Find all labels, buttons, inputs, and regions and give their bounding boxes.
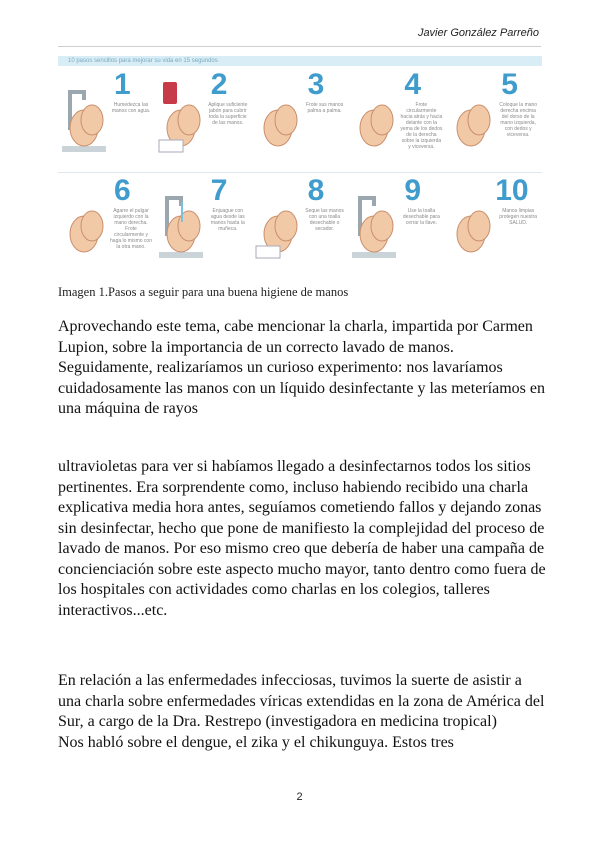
hand-illustration-icon — [350, 182, 402, 270]
step-caption: Agarre el pulgar izquierdo con la mano derecha. Frote circularmente y haga lo mismo con la otra mano. — [110, 208, 152, 250]
step-caption: Frote sus manos palma a palma. — [305, 102, 344, 114]
hand-illustration-icon — [157, 76, 209, 164]
hand-illustration-icon — [447, 182, 499, 270]
infographic-step — [155, 174, 251, 278]
hand-illustration-icon — [254, 76, 306, 164]
step-caption: Use la toalla desechable para cerrar la llave. — [402, 208, 440, 226]
step-caption: Frote circularmente hacia atrás y hacia delante con la yema de los dedos de la derecha sobre la izquierda y viceversa. — [400, 102, 443, 150]
step-number: 4 — [404, 68, 422, 101]
paragraph-2 — [58, 457, 548, 621]
step-number: 2 — [210, 68, 228, 101]
infographic-step — [58, 174, 154, 278]
step-number: 3 — [307, 68, 325, 101]
page-header-author: Javier González Parreño — [417, 27, 539, 39]
paragraph-line: En relación a las enfermedades infecciosas, tuvimos la suerte de asistir a una charla sobre enfermedades víricas extendidas en la zona de América del Sur, a cargo de la Dra. Restrepo (investigadora en medicina tropical) — [58, 672, 545, 730]
infographic-step — [445, 174, 541, 278]
hand-illustration-icon — [447, 76, 499, 164]
infographic-step — [252, 174, 348, 278]
paragraph-3 — [58, 671, 548, 753]
figure-caption: Imagen 1.Pasos a seguir para una buena higiene de manos — [58, 285, 349, 299]
hand-illustration-icon — [60, 182, 112, 270]
step-number: 9 — [404, 174, 422, 207]
step-number: 10 — [495, 174, 529, 207]
step-number: 5 — [501, 68, 518, 101]
step-number: 7 — [210, 174, 228, 207]
infographic-step — [252, 68, 348, 172]
hand-illustration-icon — [350, 76, 402, 164]
paragraph-line: Seguidamente, realizaríamos un curioso experimento: nos lavaríamos cuidadosamente las manos con un líquido desinfectante y las meteríamos en una máquina de rayos — [58, 359, 545, 417]
page-number: 2 — [296, 791, 303, 803]
infographic-step — [348, 68, 444, 172]
infographic-row-2 — [58, 174, 542, 278]
step-number: 8 — [307, 174, 325, 207]
header-divider — [58, 46, 541, 47]
infographic-step — [58, 68, 154, 172]
hand-illustration-icon — [157, 182, 209, 270]
infographic-step — [445, 68, 541, 172]
step-caption: Aplique suficiente jabón para cubrir toda la superficie de las manos. — [208, 102, 248, 126]
step-caption: Coloque la mano derecha encima del dorso de la mano izquierda, con dedos y viceversa. — [499, 102, 538, 138]
paragraph-line: Nos habló sobre el dengue, el zika y el chikunguya. Estos tres — [58, 733, 454, 751]
hand-illustration-icon — [60, 76, 112, 164]
infographic-row-1 — [58, 68, 542, 173]
paragraph-1 — [58, 317, 548, 420]
infographic-step — [348, 174, 444, 278]
hand-illustration-icon — [254, 182, 306, 270]
step-caption: Seque las manos con una toalla desechable o secador. — [305, 208, 344, 232]
step-number: 1 — [114, 68, 131, 101]
step-number: 6 — [114, 174, 131, 207]
step-caption: Humedezca las manos con agua. — [111, 102, 151, 114]
paragraph-line: ultravioletas para ver si habíamos llegado a desinfectarnos todos los sitios pertinentes. Era sorprendente como, incluso habiendo recibido una charla explicativa media hora antes, seguíamos cometiendo fallos y dejando zonas sin desinfectar, hecho que pone de manifiesto la complejidad del proceso de lavado de manos. Por eso mismo creo que debería de haber una campaña de concienciación sobre este aspecto mucho mayor, tanto dentro como fuera de los hospitales con actividades como charlas en los colegios, talleres interactivos...etc. — [58, 458, 546, 619]
step-caption: Manos limpias protegen nuestra SALUD. — [499, 208, 538, 226]
infographic-step — [155, 68, 251, 172]
step-caption: Enjuague con agua desde las manos hasta la muñeca. — [210, 208, 245, 232]
handwashing-infographic — [58, 56, 542, 278]
infographic-banner: 10 pasos sencillos para mejorar su vida en 15 segundos — [58, 56, 542, 66]
paragraph-line: Aprovechando este tema, cabe mencionar la charla, impartida por Carmen Lupion, sobre la importancia de un correcto lavado de manos. — [58, 318, 533, 356]
